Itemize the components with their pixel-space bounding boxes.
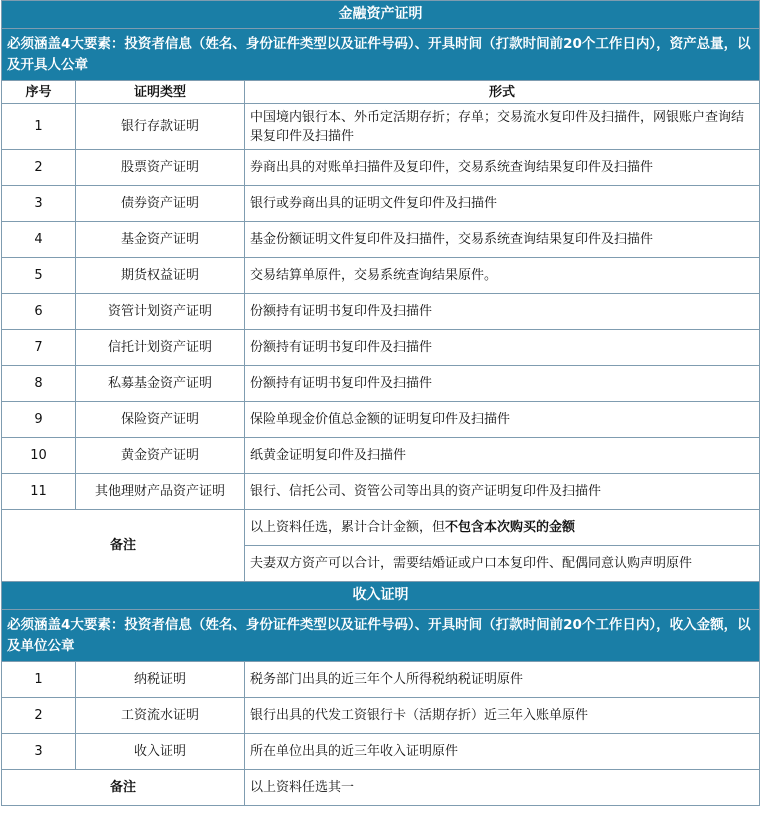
row-no: 1 bbox=[2, 104, 76, 150]
column-header-row bbox=[2, 81, 760, 104]
row-form: 券商出具的对账单扫描件及复印件，交易系统查询结果复印件及扫描件 bbox=[245, 150, 760, 186]
row-no: 11 bbox=[2, 474, 76, 510]
row-form: 所在单位出具的近三年收入证明原件 bbox=[245, 734, 760, 770]
row-form: 份额持有证明书复印件及扫描件 bbox=[245, 294, 760, 330]
income-note: 以上资料任选其一 bbox=[245, 770, 760, 806]
header-form: 形式 bbox=[245, 81, 760, 104]
row-no: 1 bbox=[2, 662, 76, 698]
row-no: 9 bbox=[2, 402, 76, 438]
income-requirement-row bbox=[2, 610, 760, 662]
row-form: 银行或券商出具的证明文件复印件及扫描件 bbox=[245, 186, 760, 222]
financial-note-label: 备注 bbox=[2, 510, 245, 582]
header-no: 序号 bbox=[2, 81, 76, 104]
table-row bbox=[2, 662, 760, 698]
financial-requirement-text: 必须涵盖4大要素：投资者信息（姓名、身份证件类型以及证件号码）、开具时间（打款时间前20个工作日内），资产总量，以及开具人公章 bbox=[2, 29, 760, 81]
row-no: 8 bbox=[2, 366, 76, 402]
table-row bbox=[2, 104, 760, 150]
asset-proof-table bbox=[1, 0, 760, 806]
row-type: 工资流水证明 bbox=[76, 698, 245, 734]
table-row bbox=[2, 150, 760, 186]
income-requirement-text: 必须涵盖4大要素：投资者信息（姓名、身份证件类型以及证件号码）、开具时间（打款时间前20个工作日内），收入金额，以及单位公章 bbox=[2, 610, 760, 662]
table-row bbox=[2, 258, 760, 294]
table-row bbox=[2, 330, 760, 366]
header-type: 证明类型 bbox=[76, 81, 245, 104]
note-bold-text: 不包含本次购买的金额 bbox=[445, 520, 576, 535]
row-type: 收入证明 bbox=[76, 734, 245, 770]
table-row bbox=[2, 734, 760, 770]
financial-note-2: 夫妻双方资产可以合计，需要结婚证或户口本复印件、配偶同意认购声明原件 bbox=[245, 546, 760, 582]
financial-section-title: 金融资产证明 bbox=[2, 1, 760, 29]
row-form: 税务部门出具的近三年个人所得税纳税证明原件 bbox=[245, 662, 760, 698]
row-no: 3 bbox=[2, 186, 76, 222]
table-row bbox=[2, 366, 760, 402]
table-row bbox=[2, 438, 760, 474]
row-type: 保险资产证明 bbox=[76, 402, 245, 438]
row-type: 信托计划资产证明 bbox=[76, 330, 245, 366]
financial-requirement-row bbox=[2, 29, 760, 81]
row-no: 4 bbox=[2, 222, 76, 258]
income-section-title: 收入证明 bbox=[2, 582, 760, 610]
row-type: 纳税证明 bbox=[76, 662, 245, 698]
row-type: 债券资产证明 bbox=[76, 186, 245, 222]
row-type: 其他理财产品资产证明 bbox=[76, 474, 245, 510]
row-form: 基金份额证明文件复印件及扫描件，交易系统查询结果复印件及扫描件 bbox=[245, 222, 760, 258]
row-form: 纸黄金证明复印件及扫描件 bbox=[245, 438, 760, 474]
table-row bbox=[2, 402, 760, 438]
income-title-row bbox=[2, 582, 760, 610]
row-no: 6 bbox=[2, 294, 76, 330]
row-type: 资管计划资产证明 bbox=[76, 294, 245, 330]
row-form: 份额持有证明书复印件及扫描件 bbox=[245, 330, 760, 366]
table-row bbox=[2, 698, 760, 734]
row-form: 银行出具的代发工资银行卡（活期存折）近三年入账单原件 bbox=[245, 698, 760, 734]
row-form: 保险单现金价值总金额的证明复印件及扫描件 bbox=[245, 402, 760, 438]
row-form: 银行、信托公司、资管公司等出具的资产证明复印件及扫描件 bbox=[245, 474, 760, 510]
row-type: 银行存款证明 bbox=[76, 104, 245, 150]
row-form: 中国境内银行本、外币定活期存折；存单；交易流水复印件及扫描件，网银账户查询结果复印件及扫描件 bbox=[245, 104, 760, 150]
row-type: 私募基金资产证明 bbox=[76, 366, 245, 402]
row-type: 黄金资产证明 bbox=[76, 438, 245, 474]
row-form: 份额持有证明书复印件及扫描件 bbox=[245, 366, 760, 402]
row-type: 基金资产证明 bbox=[76, 222, 245, 258]
table-row bbox=[2, 294, 760, 330]
financial-note-1 bbox=[245, 510, 760, 546]
row-no: 10 bbox=[2, 438, 76, 474]
table-row bbox=[2, 474, 760, 510]
row-type: 期货权益证明 bbox=[76, 258, 245, 294]
row-type: 股票资产证明 bbox=[76, 150, 245, 186]
income-note-row bbox=[2, 770, 760, 806]
table-row bbox=[2, 222, 760, 258]
row-no: 2 bbox=[2, 698, 76, 734]
row-no: 2 bbox=[2, 150, 76, 186]
row-form: 交易结算单原件，交易系统查询结果原件。 bbox=[245, 258, 760, 294]
income-note-label: 备注 bbox=[2, 770, 245, 806]
financial-title-row bbox=[2, 1, 760, 29]
financial-note-row bbox=[2, 510, 760, 546]
row-no: 5 bbox=[2, 258, 76, 294]
table-row bbox=[2, 186, 760, 222]
row-no: 3 bbox=[2, 734, 76, 770]
row-no: 7 bbox=[2, 330, 76, 366]
note-text: 以上资料任选，累计合计金额，但 bbox=[250, 520, 446, 535]
